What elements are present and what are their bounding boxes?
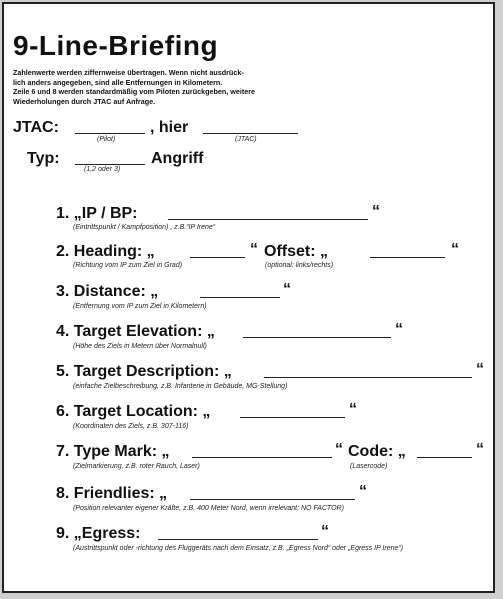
pilot-note: (Pilot) — [97, 136, 116, 143]
line-1-quote-close: “ — [372, 203, 380, 220]
line-9-quote-close: “ — [321, 523, 329, 540]
typ-suffix: Angriff — [151, 150, 204, 167]
line-2-quote-close: “ — [250, 241, 258, 258]
heading-field[interactable] — [190, 245, 245, 258]
line-4-field[interactable] — [243, 325, 391, 338]
line-9-note: (Austrittspunkt oder -richtung des Fluggeräts nach dem Einsatz, z.B. „Egress Nord“ oder „Egress IP Irene“) — [73, 545, 404, 552]
jtac-label: JTAC: — [13, 119, 59, 136]
page-title: 9-Line-Briefing — [13, 30, 219, 61]
line-6-quote-close: “ — [349, 401, 357, 418]
line-4-note: (Höhe des Ziels in Metern über Normalnull) — [73, 343, 207, 350]
line-9-label: 9. „Egress: — [56, 525, 141, 542]
line-1-label: 1. „IP / BP: — [56, 205, 138, 222]
offset-quote-close: “ — [451, 241, 459, 258]
line-6-note: (Koordinaten des Ziels, z.B. 307-116) — [73, 423, 189, 430]
offset-field[interactable] — [370, 245, 445, 258]
typ-field[interactable] — [75, 152, 145, 165]
typ-note: (1,2 oder 3) — [84, 166, 121, 173]
line-7-note: (Zielmarkierung, z.B. roter Rauch, Laser) — [73, 463, 200, 470]
jtac-field[interactable] — [203, 121, 298, 134]
line-5-field[interactable] — [264, 365, 472, 378]
intro-line: lich anders angegeben, sind alle Entfernungen in Kilometern. — [13, 77, 223, 87]
code-label: Code: „ — [348, 443, 406, 460]
type-mark-field[interactable] — [192, 445, 332, 458]
line-3-field[interactable] — [200, 285, 280, 298]
line-1-field[interactable] — [168, 207, 368, 220]
line-3-quote-close: “ — [283, 281, 291, 298]
offset-note: (optional: links/rechts) — [265, 262, 334, 269]
intro-line: Wiederholungen durch JTAC auf Anfrage. — [13, 96, 156, 106]
code-note: (Lasercode) — [350, 463, 388, 470]
line-9-field[interactable] — [158, 527, 318, 540]
offset-label: Offset: „ — [264, 243, 328, 260]
line-7-label: 7. Type Mark: „ — [56, 443, 170, 460]
line-1-note: (Eintrittspunkt / Kampfposition) , z.B.“IP Irene“ — [73, 224, 216, 231]
typ-label: Typ: — [27, 150, 60, 167]
line-3-note: (Entfernung vom IP zum Ziel in Kilometern) — [73, 303, 207, 310]
code-field[interactable] — [417, 445, 472, 458]
line-2-note: (Richtung vom IP zum Ziel in Grad) — [73, 262, 183, 269]
line-8-note: (Position relevanter eigener Kräfte, z.B. 400 Meter Nord, wenn irrelevant: NO FACTOR) — [73, 505, 344, 512]
line-8-label: 8. Friendlies: „ — [56, 485, 168, 502]
line-5-label: 5. Target Description: „ — [56, 363, 232, 380]
intro-text — [13, 68, 255, 106]
line-4-label: 4. Target Elevation: „ — [56, 323, 215, 340]
pilot-field[interactable] — [75, 121, 145, 134]
line-8-field[interactable] — [190, 487, 355, 500]
jtac-hier-label: , hier — [150, 119, 189, 136]
line-5-quote-close: “ — [476, 361, 484, 378]
line-7-quote-close: “ — [335, 441, 343, 458]
jtac-note: (JTAC) — [235, 136, 257, 143]
line-5-note: (einfache Zielbeschreibung, z.B. Infanterie in Gebäude, MG-Stellung) — [73, 383, 288, 390]
line-6-label: 6. Target Location: „ — [56, 403, 211, 420]
code-quote-close: “ — [476, 441, 484, 458]
intro-line: Zahlenwerte werden ziffernweise übertragen. Wenn nicht ausdrück- — [13, 68, 244, 77]
line-6-field[interactable] — [240, 405, 345, 418]
line-4-quote-close: “ — [395, 321, 403, 338]
line-3-label: 3. Distance: „ — [56, 283, 159, 300]
line-8-quote-close: “ — [359, 483, 367, 500]
intro-line: Zeile 6 und 8 werden standardmäßig vom Piloten zurückgeben, weitere — [13, 87, 256, 96]
line-2-label: 2. Heading: „ — [56, 243, 155, 260]
